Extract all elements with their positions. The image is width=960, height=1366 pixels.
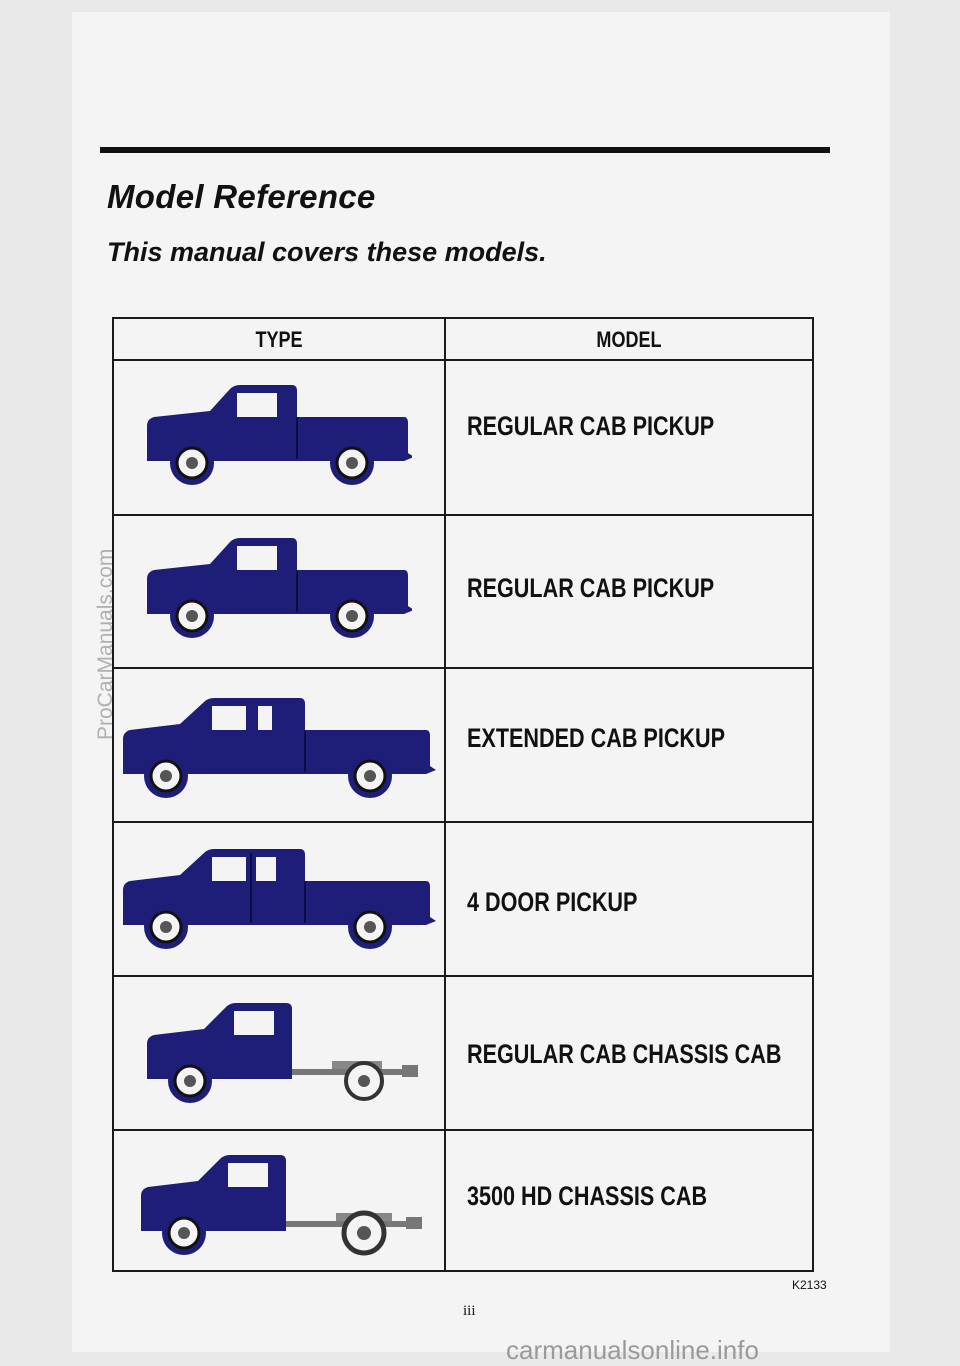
page-number: iii [463,1303,476,1319]
row-divider [114,514,812,516]
model-table [112,317,814,1272]
model-label: EXTENDED CAB PICKUP [467,723,726,753]
row-divider [114,359,812,361]
model-label: REGULAR CAB PICKUP [467,411,715,441]
model-label: 3500 HD CHASSIS CAB [467,1181,708,1211]
top-rule [100,147,830,153]
figure-code: K2133 [792,1278,827,1292]
regular-cab-pickup-icon [142,534,412,644]
row-divider [114,975,812,977]
regular-cab-pickup-icon [142,381,412,491]
model-label: REGULAR CAB PICKUP [467,573,715,603]
chassis-cab-icon [142,999,422,1109]
row-divider [114,667,812,669]
column-header-model: MODEL [596,327,662,352]
column-header-type: TYPE [255,327,303,352]
page-title: Model Reference [107,178,376,215]
four-door-pickup-icon [118,845,438,955]
page-subtitle: This manual covers these models. [107,237,547,267]
row-divider [114,821,812,823]
watermark-left: ProCarManuals.com [94,548,117,740]
model-label: REGULAR CAB CHASSIS CAB [467,1039,782,1069]
model-label: 4 DOOR PICKUP [467,887,638,917]
row-divider [114,1129,812,1131]
extended-cab-pickup-icon [118,694,438,804]
hd-chassis-cab-icon [136,1151,426,1261]
column-divider [444,319,446,1270]
watermark-bottom: carmanualsonline.info [506,1335,759,1365]
